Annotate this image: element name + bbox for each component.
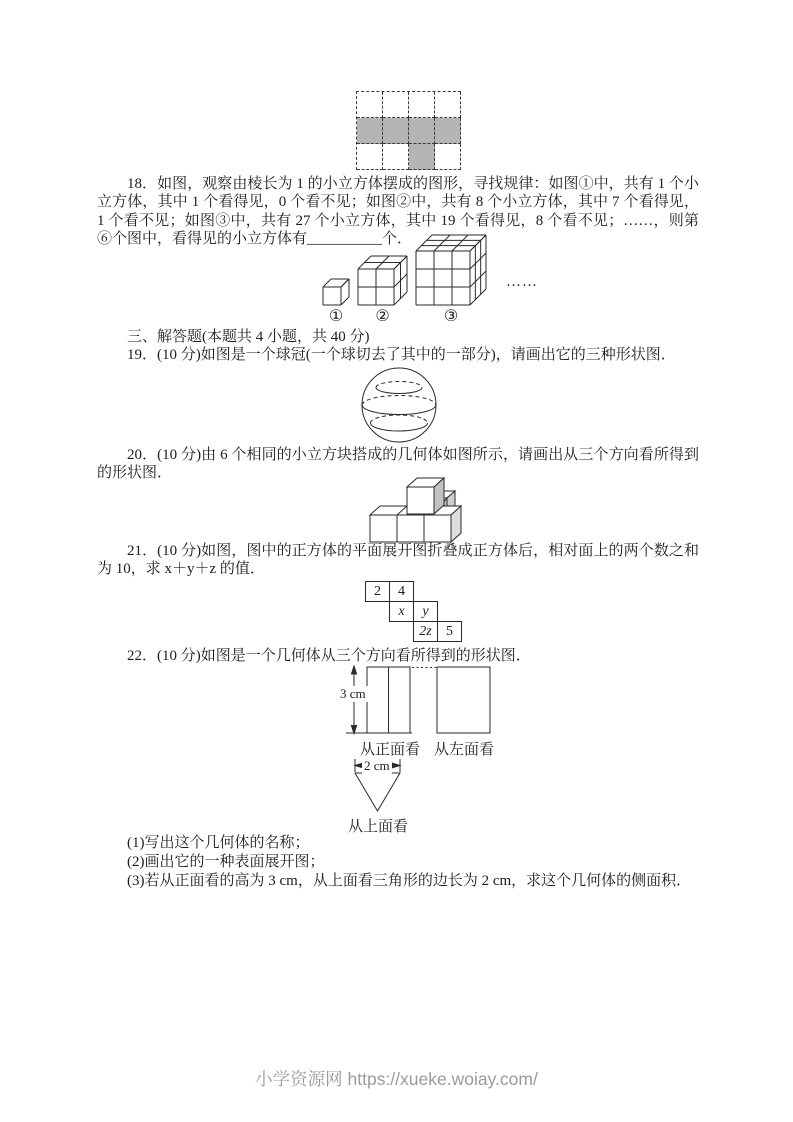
grid-cell <box>357 92 383 118</box>
grid-cell <box>383 144 409 170</box>
grid-cell <box>357 144 383 170</box>
ellipsis-dots: …… <box>506 274 538 290</box>
sphere-figure <box>336 366 466 444</box>
grid-cell <box>435 118 461 144</box>
part-2: (2)画出它的一种表面展开图； <box>127 853 325 870</box>
cube-2-label: ② <box>375 308 390 325</box>
grid-cell <box>357 118 383 144</box>
grid-cell <box>383 118 409 144</box>
net-cell-4: 4 <box>389 581 414 602</box>
top-view-label: 从上面看 <box>347 819 408 835</box>
six-cube-solid-figure <box>367 477 467 545</box>
net-cell-5: 5 <box>437 621 462 642</box>
left-view-label: 从左面看 <box>433 742 494 758</box>
front-view-label: 从正面看 <box>359 742 420 758</box>
part-3: (3)若从正面看的高为 3 cm，从上面看三角形的边长为 2 cm，求这个几何体的侧面积． <box>127 872 692 889</box>
cube-3-label: ③ <box>443 308 459 325</box>
grid-cell <box>409 118 435 144</box>
net-cell-x: x <box>389 601 414 622</box>
grid-cell <box>435 144 461 170</box>
question-21-text: 21．(10 分)如图，图中的正方体的平面展开图折叠成正方体后，相对面上的两个数之和为 10，求 x＋y＋z 的值． <box>97 543 699 578</box>
grid-cell <box>383 92 409 118</box>
cube-sequence-figure <box>318 232 618 332</box>
grid-cell <box>409 92 435 118</box>
question-18-text: 18．如图，观察由棱长为 1 的小立方体摆成的图形，寻找规律：如图①中，共有 1 个小立方体，其中 1 个看得见，0 个看不见；如图②中，共有 8 个小立方体，其中 7 个看得见，1 个看不见；如图③中，共有 27 个小立方体，其中 19 个看得见，8 个看不见；……，则第⑥个图中，看得见的小立方体有__________个． <box>97 176 699 247</box>
cube-net-figure <box>365 581 475 651</box>
question-22-text: 22．(10 分)如图是一个几何体从三个方向看所得到的形状图． <box>127 648 531 664</box>
net-cell-2z: 2z <box>413 621 438 642</box>
net-cell-y: y <box>413 601 438 622</box>
section-3-header: 三、解答题(本题共 4 小题，共 40 分) <box>127 329 370 345</box>
cube-figure-3 <box>415 234 487 311</box>
footer <box>0 1066 793 1091</box>
grid-cell <box>409 144 435 170</box>
grid-cell <box>435 92 461 118</box>
cube-figure-2 <box>357 255 408 311</box>
top-view-figure <box>346 756 436 834</box>
part-1: (1)写出这个几何体的名称； <box>127 835 310 851</box>
question-22-parts <box>97 834 737 890</box>
top-width-dimension: 2 cm <box>364 758 390 773</box>
dashed-grid-figure <box>356 91 461 170</box>
front-left-views-figure <box>338 662 508 762</box>
question-20-text: 20．(10 分)由 6 个相同的小立方块搭成的几何体如图所示，请画出从三个方向看所得到的形状图． <box>97 447 699 482</box>
question-19-text: 19．(10 分)如图是一个球冠(一个球切去了其中的一部分)，请画出它的三种形状图． <box>127 347 676 363</box>
front-height-dimension: 3 cm <box>340 686 366 701</box>
net-cell-2: 2 <box>365 581 390 602</box>
footer-site-link[interactable]: 小学资源网 https://xueke.woiay.com/ <box>255 1069 538 1089</box>
cube-1-label: ① <box>328 308 344 325</box>
